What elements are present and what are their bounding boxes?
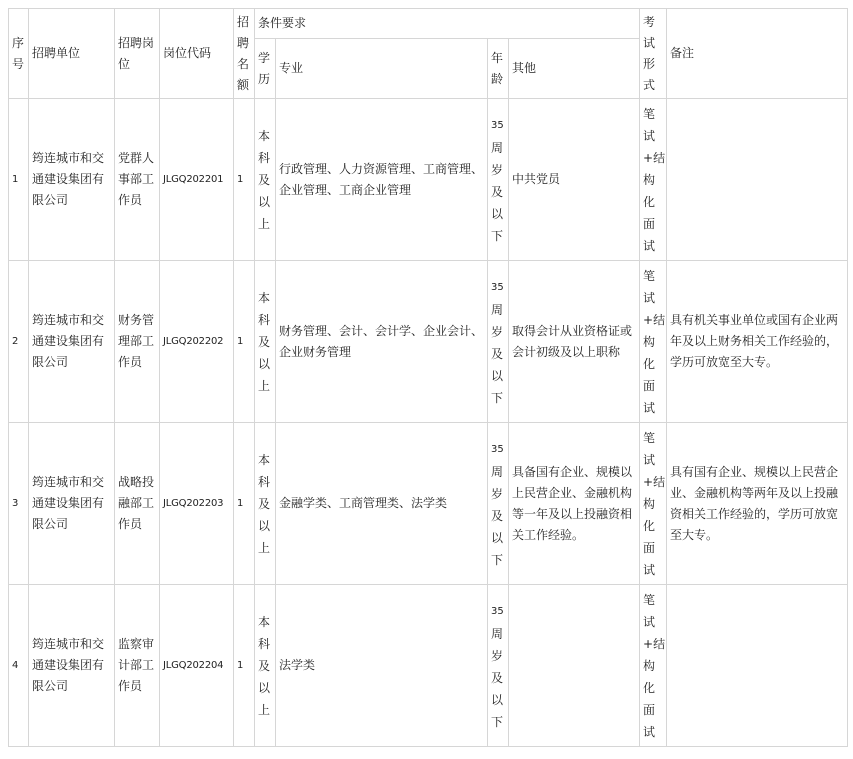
cell-count: 1 [234,99,255,261]
cell-age [488,423,509,585]
exam-written: 笔试 [643,430,656,467]
cell-other: 具备国有企业、规模以上民营企业、金融机构等一年及以上投融资相关工作经验。 [509,423,640,585]
cell-exam [640,585,667,747]
cell-remarks: 具有机关事业单位或国有企业两年及以上财务相关工作经验的，学历可放宽至大专。 [667,261,848,423]
exam-interview: +结构化面试 [643,312,666,415]
cell-major: 金融学类、工商管理类、法学类 [276,423,488,585]
header-seq: 序号 [9,9,29,99]
header-major: 专业 [276,39,488,99]
cell-remarks [667,99,848,261]
header-other: 其他 [509,39,640,99]
exam-interview: +结构化面试 [643,474,666,577]
exam-written: 笔试 [643,592,656,629]
cell-major: 法学类 [276,585,488,747]
cell-education: 本科及以上 [255,585,276,747]
cell-count: 1 [234,423,255,585]
header-age: 年龄 [488,39,509,99]
table-row [9,99,848,261]
exam-interview: +结构化面试 [643,636,666,739]
cell-position: 战略投融部工作员 [115,423,160,585]
exam-written: 笔试 [643,268,656,305]
cell-education: 本科及以上 [255,99,276,261]
age-number: 35 [491,119,504,131]
exam-written: 笔试 [643,106,656,143]
cell-other: 取得会计从业资格证或会计初级及以上职称 [509,261,640,423]
table-row [9,423,848,585]
cell-seq: 1 [9,99,29,261]
cell-exam [640,261,667,423]
cell-unit: 筠连城市和交通建设集团有限公司 [29,585,115,747]
cell-position: 财务管理部工作员 [115,261,160,423]
cell-count: 1 [234,261,255,423]
exam-interview: +结构化面试 [643,150,666,253]
cell-exam [640,423,667,585]
cell-major: 财务管理、会计、会计学、企业会计、企业财务管理 [276,261,488,423]
cell-age [488,585,509,747]
cell-education: 本科及以上 [255,423,276,585]
cell-position: 监察审计部工作员 [115,585,160,747]
header-position: 招聘岗位 [115,9,160,99]
cell-seq: 2 [9,261,29,423]
table-row [9,585,848,747]
header-count: 招聘名额 [234,9,255,99]
cell-code: JLGQ202204 [160,585,234,747]
cell-unit: 筠连城市和交通建设集团有限公司 [29,423,115,585]
header-code: 岗位代码 [160,9,234,99]
age-text: 周岁及以下 [491,140,504,243]
age-number: 35 [491,281,504,293]
cell-seq: 3 [9,423,29,585]
header-requirements: 条件要求 [255,9,640,39]
cell-seq: 4 [9,585,29,747]
age-text: 周岁及以下 [491,464,504,567]
table-row [9,261,848,423]
cell-remarks [667,585,848,747]
cell-major: 行政管理、人力资源管理、工商管理、企业管理、工商企业管理 [276,99,488,261]
age-number: 35 [491,443,504,455]
cell-unit: 筠连城市和交通建设集团有限公司 [29,99,115,261]
cell-count: 1 [234,585,255,747]
cell-other [509,585,640,747]
header-unit: 招聘单位 [29,9,115,99]
cell-code: JLGQ202201 [160,99,234,261]
cell-age [488,99,509,261]
cell-other: 中共党员 [509,99,640,261]
cell-unit: 筠连城市和交通建设集团有限公司 [29,261,115,423]
age-text: 周岁及以下 [491,302,504,405]
header-education: 学历 [255,39,276,99]
cell-remarks: 具有国有企业、规模以上民营企业、金融机构等两年及以上投融资相关工作经验的，学历可放宽至大专。 [667,423,848,585]
cell-education: 本科及以上 [255,261,276,423]
cell-position: 党群人事部工作员 [115,99,160,261]
header-row [9,9,848,39]
age-text: 周岁及以下 [491,626,504,729]
cell-exam [640,99,667,261]
age-number: 35 [491,605,504,617]
header-remarks: 备注 [667,9,848,99]
recruitment-table [8,8,848,747]
cell-code: JLGQ202202 [160,261,234,423]
cell-age [488,261,509,423]
cell-code: JLGQ202203 [160,423,234,585]
header-exam: 考试形式 [640,9,667,99]
